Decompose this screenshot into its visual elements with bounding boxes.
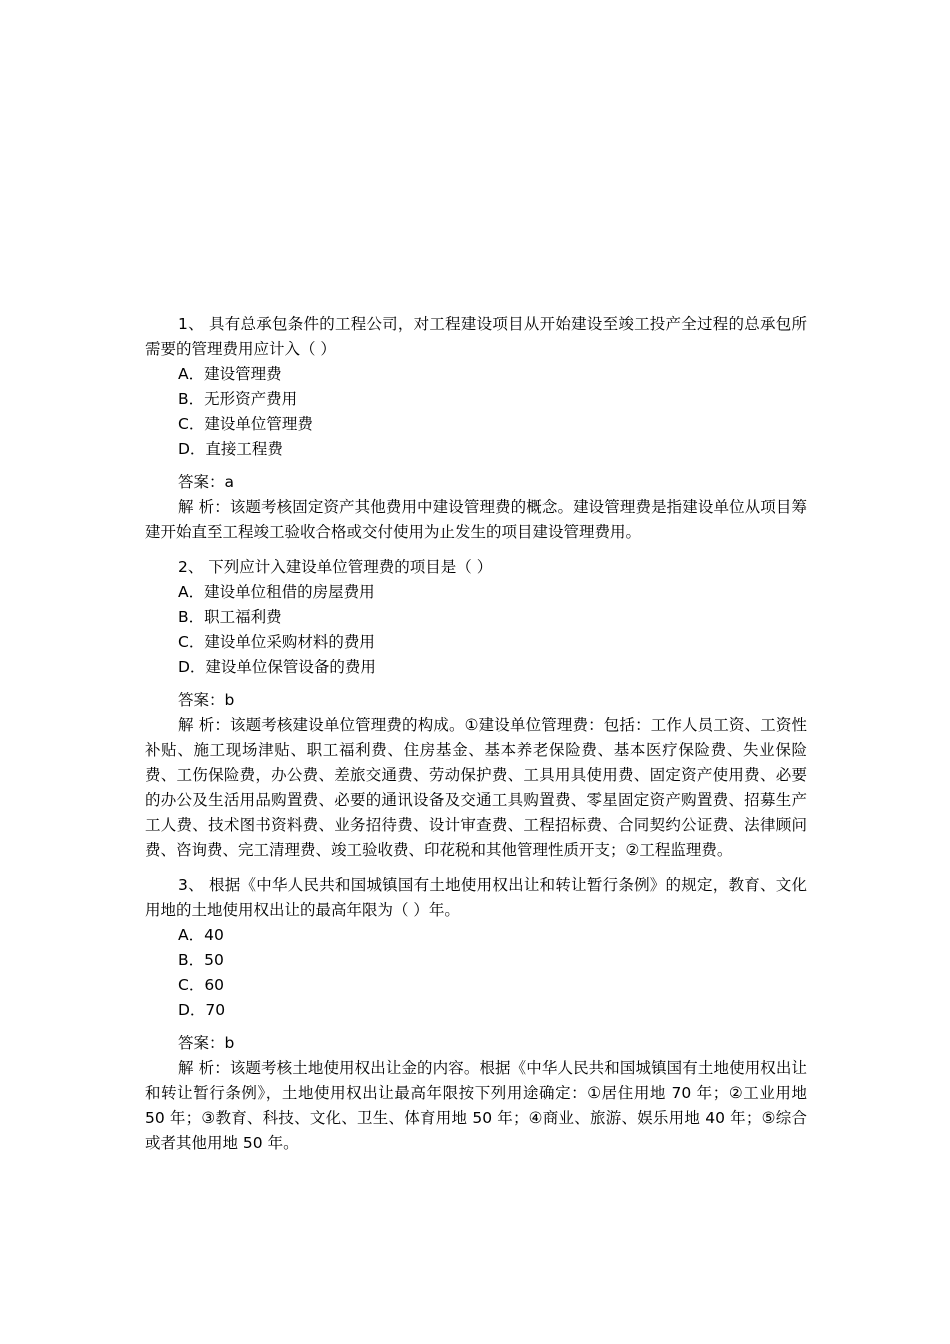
option-a: A．40 <box>178 926 224 944</box>
option-d: D．直接工程费 <box>178 440 283 458</box>
option-d: D．建设单位保管设备的费用 <box>178 658 376 676</box>
option-b: B．职工福利费 <box>178 608 282 626</box>
option-a: A．建设管理费 <box>178 365 282 383</box>
answer: 答案：b <box>178 691 235 709</box>
option-b: B．50 <box>178 951 224 969</box>
analysis: 解 析：该题考核固定资产其他费用中建设管理费的概念。建设管理费是指建设单位从项目筹建开始直至工程竣工验收合格或交付使用为止发生的项目建设管理费用。 <box>145 498 807 541</box>
option-d: D．70 <box>178 1001 226 1019</box>
question-stem: 2、 下列应计入建设单位管理费的项目是（ ） <box>178 558 493 576</box>
option-c: C．建设单位采购材料的费用 <box>178 633 375 651</box>
document-body <box>145 312 807 1166</box>
analysis: 解 析：该题考核土地使用权出让金的内容。根据《中华人民共和国城镇国有土地使用权出让和转让暂行条例》，土地使用权出让最高年限按下列用途确定：①居住用地 70 年；②工业用地 50 年；③教育、科技、文化、卫生、体育用地 50 年；④商业、旅游、娱乐用地 40 年；⑤综合或者其他用地 50 年。 <box>145 1059 807 1152</box>
answer: 答案：b <box>178 1034 235 1052</box>
option-c: C．建设单位管理费 <box>178 415 313 433</box>
option-b: B．无形资产费用 <box>178 390 298 408</box>
option-a: A．建设单位租借的房屋费用 <box>178 583 375 601</box>
answer: 答案：a <box>178 473 234 491</box>
question-stem: 1、 具有总承包条件的工程公司，对工程建设项目从开始建设至竣工投产全过程的总承包所需要的管理费用应计入（ ） <box>145 315 807 358</box>
option-c: C．60 <box>178 976 225 994</box>
question-1 <box>145 312 807 545</box>
analysis: 解 析：该题考核建设单位管理费的构成。①建设单位管理费：包括：工作人员工资、工资性补贴、施工现场津贴、职工福利费、住房基金、基本养老保险费、基本医疗保险费、失业保险费、工伤保险费，办公费、差旅交通费、劳动保护费、工具用具使用费、固定资产使用费、必要的办公及生活用品购置费、必要的通讯设备及交通工具购置费、零星固定资产购置费、招募生产工人费、技术图书资料费、业务招待费、设计审查费、工程招标费、合同契约公证费、法律顾问费、咨询费、完工清理费、竣工验收费、印花税和其他管理性质开支；②工程监理费。 <box>145 716 807 859</box>
question-stem: 3、 根据《中华人民共和国城镇国有土地使用权出让和转让暂行条例》的规定，教育、文化用地的土地使用权出让的最高年限为（ ）年。 <box>145 876 807 919</box>
question-2 <box>145 555 807 863</box>
question-3 <box>145 873 807 1156</box>
